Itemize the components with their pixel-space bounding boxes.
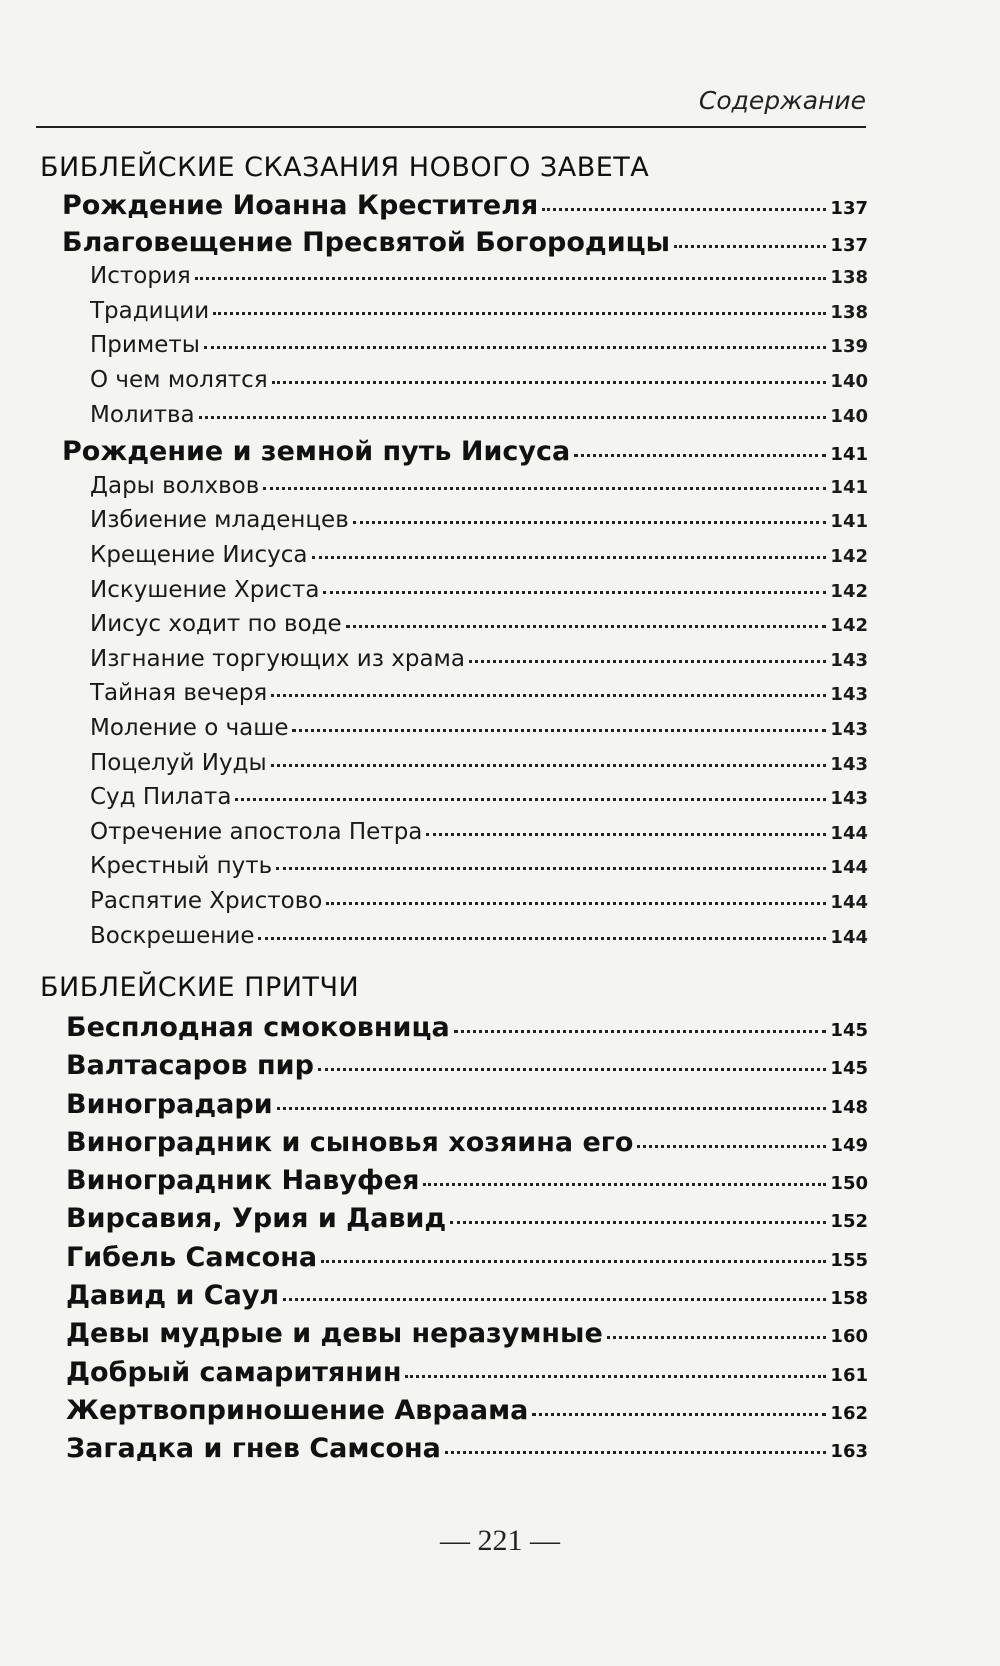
dot-leader	[423, 1182, 826, 1186]
dot-leader	[326, 901, 826, 905]
toc-entry-page: 144	[830, 927, 868, 948]
toc-entry[interactable]	[90, 473, 868, 499]
toc-entry-page: 143	[830, 719, 868, 740]
toc-entry[interactable]	[66, 1127, 868, 1158]
toc-entry-page: 141	[830, 477, 868, 498]
toc-entry-title: Бесплодная смоковница	[66, 1012, 450, 1043]
toc-entry-page: 141	[830, 511, 868, 532]
dot-leader	[405, 1374, 826, 1378]
toc-entry-page: 145	[830, 1020, 868, 1041]
toc-entry[interactable]	[66, 1395, 868, 1426]
toc-entry[interactable]	[90, 263, 868, 289]
dot-leader	[213, 311, 826, 315]
toc-entry-page: 148	[830, 1097, 868, 1118]
toc-entry-title: Крестный путь	[90, 853, 273, 879]
toc-entry-page: 138	[830, 302, 868, 323]
toc-entry-title: Традиции	[90, 298, 210, 324]
dot-leader	[199, 415, 827, 419]
toc-entry[interactable]	[66, 1280, 868, 1311]
toc-entry-title: Рождение и земной путь Иисуса	[62, 436, 571, 467]
toc-entry-title: Рождение Иоанна Крестителя	[62, 190, 539, 221]
toc-entry[interactable]	[66, 1089, 868, 1120]
toc-entry[interactable]	[90, 715, 868, 741]
toc-entry-title: Избиение младенцев	[90, 507, 349, 533]
dot-leader	[346, 624, 827, 628]
toc-entry[interactable]	[62, 227, 868, 258]
dot-leader	[312, 555, 827, 559]
toc-entry[interactable]	[90, 819, 868, 845]
toc-entry-page: 143	[830, 788, 868, 809]
dot-leader	[276, 866, 826, 870]
toc-entry-page: 144	[830, 823, 868, 844]
toc-entry-title: Благовещение Пресвятой Богородицы	[62, 227, 671, 258]
toc-entry-title: Крещение Иисуса	[90, 542, 308, 568]
toc-entry-page: 145	[830, 1058, 868, 1079]
toc-entry[interactable]	[90, 577, 868, 603]
dot-leader	[318, 1067, 826, 1071]
toc-entry-page: 141	[830, 444, 868, 465]
toc-entry[interactable]	[90, 611, 868, 637]
toc-entry[interactable]	[90, 784, 868, 810]
dot-leader	[574, 453, 826, 457]
toc-entry-page: 137	[830, 235, 868, 256]
toc-entry-page: 152	[830, 1211, 868, 1232]
toc-entry-page: 143	[830, 754, 868, 775]
toc-entry[interactable]	[66, 1165, 868, 1196]
toc-entry-title: Загадка и гнев Самсона	[66, 1433, 441, 1464]
dot-leader	[426, 832, 826, 836]
toc-entry[interactable]	[66, 1203, 868, 1234]
toc-entry-title: Валтасаров пир	[66, 1050, 314, 1081]
toc-entry-page: 149	[830, 1135, 868, 1156]
dot-leader	[292, 728, 826, 732]
toc-entry-title: Суд Пилата	[90, 784, 232, 810]
toc-entry-title: Моление о чаше	[90, 715, 289, 741]
running-head	[36, 86, 866, 128]
dot-leader	[542, 207, 826, 211]
toc-entry-page: 162	[830, 1403, 868, 1424]
toc-entry-title: История	[90, 263, 191, 289]
toc-entry[interactable]	[62, 436, 868, 467]
toc-entry-page: 150	[830, 1173, 868, 1194]
toc-entry-page: 144	[830, 892, 868, 913]
toc-entry-page: 139	[830, 336, 868, 357]
toc-entry[interactable]	[66, 1012, 868, 1043]
toc-entry-page: 137	[830, 198, 868, 219]
toc-entry[interactable]	[66, 1050, 868, 1081]
toc-entry[interactable]	[90, 888, 868, 914]
toc-entry-title: Отречение апостола Петра	[90, 819, 423, 845]
dot-leader	[263, 486, 826, 490]
dot-leader	[283, 1297, 826, 1301]
dot-leader	[445, 1450, 827, 1454]
dot-leader	[277, 1106, 827, 1110]
dot-leader	[532, 1412, 826, 1416]
toc-entry-page: 142	[830, 581, 868, 602]
dot-leader	[321, 1259, 826, 1263]
toc-entry-title: Распятие Христово	[90, 888, 323, 914]
dot-leader	[323, 590, 826, 594]
toc-entry[interactable]	[90, 507, 868, 533]
toc-entry[interactable]	[66, 1318, 868, 1349]
dot-leader	[353, 520, 827, 524]
dot-leader	[450, 1220, 826, 1224]
dot-leader	[235, 797, 826, 801]
dot-leader	[272, 380, 827, 384]
toc-entry-page: 140	[830, 406, 868, 427]
toc-entry[interactable]	[90, 646, 868, 672]
dot-leader	[674, 244, 826, 248]
toc-entry[interactable]	[66, 1357, 868, 1388]
toc-entry-title: Искушение Христа	[90, 577, 320, 603]
toc-entry[interactable]	[90, 923, 868, 949]
toc-entry[interactable]	[90, 542, 868, 568]
dot-leader	[454, 1029, 827, 1033]
toc-entry-page: 142	[830, 546, 868, 567]
dot-leader	[271, 763, 827, 767]
dot-leader	[637, 1144, 826, 1148]
toc-entry-title: Дары волхвов	[90, 473, 260, 499]
toc-entry-title: Девы мудрые и девы неразумные	[66, 1318, 603, 1349]
toc-entry-page: 158	[830, 1288, 868, 1309]
toc-entry-title: Приметы	[90, 332, 200, 358]
toc-entry-title: Изгнание торгующих из храма	[90, 646, 465, 672]
toc-entry-title: Поцелуй Иуды	[90, 750, 267, 776]
toc-entry[interactable]	[90, 750, 868, 776]
toc-entry-title: Виноградник и сыновья хозяина его	[66, 1127, 634, 1158]
toc-entry-page: 161	[830, 1365, 868, 1386]
toc-entry[interactable]	[90, 853, 868, 879]
toc-entry-page: 163	[830, 1441, 868, 1462]
toc-entry-title: Жертвоприношение Авраама	[66, 1395, 529, 1426]
toc-entry-title: О чем молятся	[90, 367, 268, 393]
dot-leader	[607, 1335, 827, 1339]
dot-leader	[469, 659, 826, 663]
dot-leader	[204, 345, 827, 349]
dot-leader	[258, 936, 826, 940]
toc-entry-title: Виноградник Навуфея	[66, 1165, 420, 1196]
toc-entry[interactable]	[90, 367, 868, 393]
toc-entry-title: Добрый самаритянин	[66, 1357, 402, 1388]
toc-entry-page: 144	[830, 857, 868, 878]
toc-entry-title: Иисус ходит по воде	[90, 611, 342, 637]
toc-entry-title: Вирсавия, Урия и Давид	[66, 1203, 447, 1234]
dot-leader	[271, 693, 826, 697]
dot-leader	[195, 276, 827, 280]
toc-entry-title: Тайная вечеря	[90, 680, 268, 706]
toc-entry-title: Воскрешение	[90, 923, 255, 949]
toc-entry-page: 142	[830, 615, 868, 636]
running-title: Содержание	[698, 86, 866, 115]
section-heading: БИБЛЕЙСКИЕ СКАЗАНИЯ НОВОГО ЗАВЕТА	[40, 152, 650, 183]
toc-entry-page: 155	[830, 1250, 868, 1271]
toc-entry[interactable]	[90, 680, 868, 706]
toc-entry-page: 140	[830, 371, 868, 392]
toc-entry-title: Гибель Самсона	[66, 1242, 318, 1273]
toc-entry-title: Виноградари	[66, 1089, 273, 1120]
toc-entry[interactable]	[66, 1242, 868, 1273]
toc-entry-page: 143	[830, 684, 868, 705]
page-number: — 221 —	[440, 1524, 560, 1557]
toc-entry[interactable]	[90, 298, 868, 324]
toc-entry[interactable]	[62, 190, 868, 221]
toc-entry-page: 138	[830, 267, 868, 288]
toc-entry-title: Давид и Саул	[66, 1280, 280, 1311]
toc-entry-page: 160	[830, 1326, 868, 1347]
toc-entry-title: Молитва	[90, 402, 195, 428]
toc-entry[interactable]	[66, 1433, 868, 1464]
toc-entry[interactable]	[90, 332, 868, 358]
toc-entry[interactable]	[90, 402, 868, 428]
section-heading: БИБЛЕЙСКИЕ ПРИТЧИ	[40, 972, 360, 1003]
toc-entry-page: 143	[830, 650, 868, 671]
